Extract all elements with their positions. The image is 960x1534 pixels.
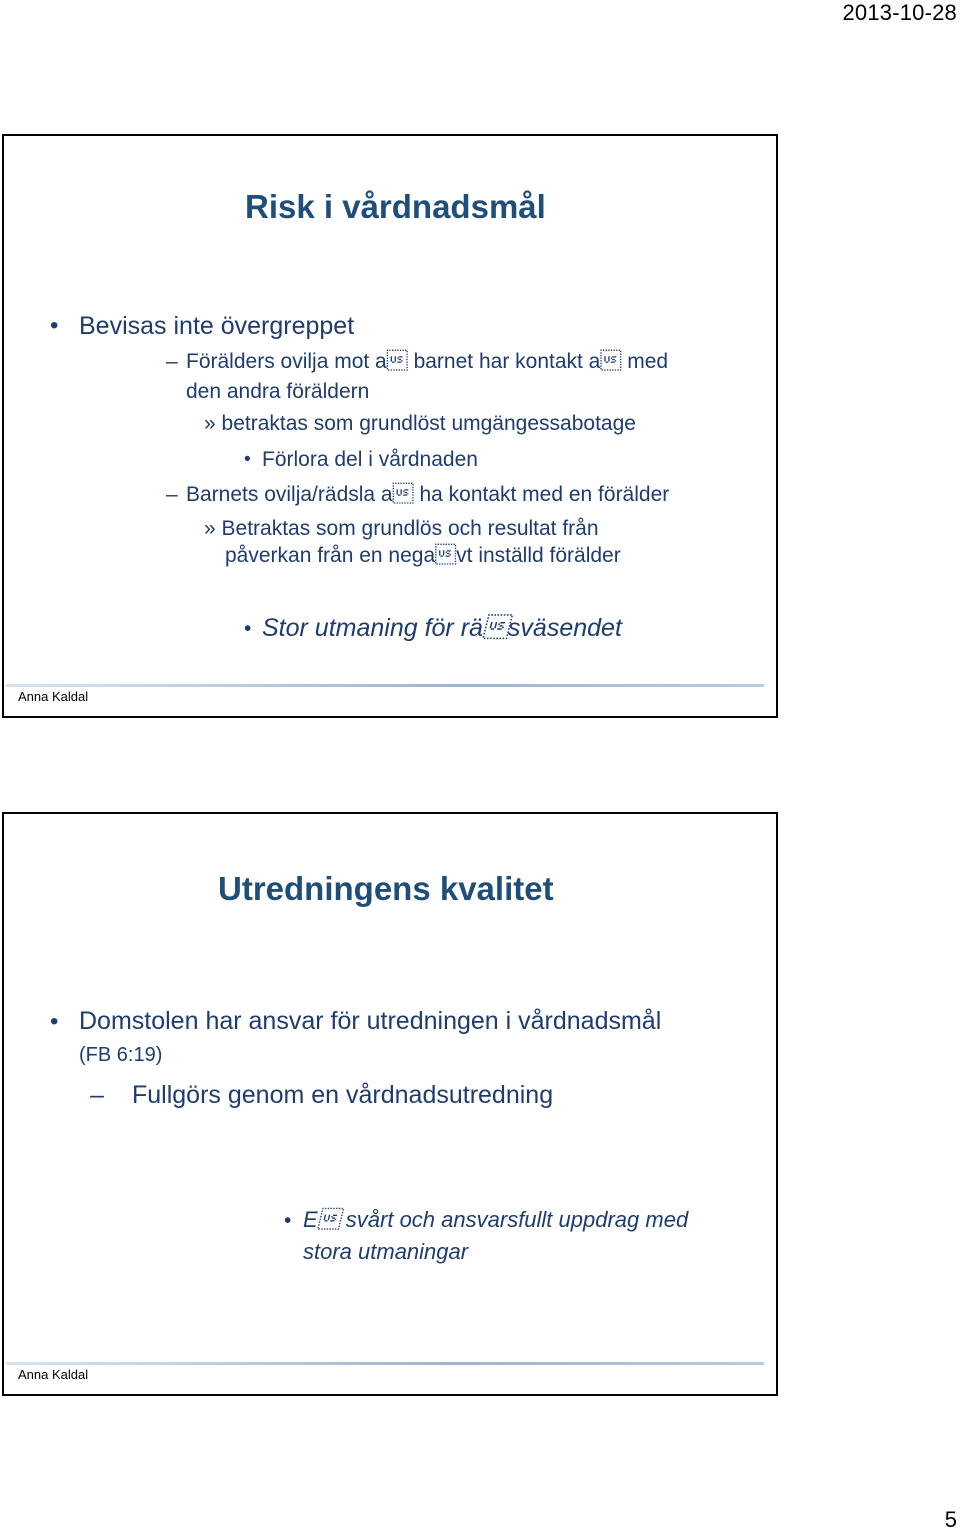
bullet-text: Domstolen har ansvar för utredningen i vårdnadsmål [79,1007,662,1035]
bullet-icon: • [50,1008,59,1035]
bullet-icon: • [284,1209,292,1232]
emphasis-text: E svårt och ansvarsfullt uppdrag med [303,1207,689,1232]
sub-sub-bullet-text: » betraktas som grundlöst umgängessabotage [204,412,636,435]
author-label: Anna Kaldal [18,1367,89,1382]
slide-title: Utredningens kvalitet [218,870,554,907]
slide-risk-i-vardnadsmal [2,134,778,718]
sub-bullet-text-continued: den andra föräldern [186,380,370,403]
sub-bullet-text: Barnets ovilja/rädsla a ha kontakt med en förälder [186,483,670,506]
level3-bullet-text: Förlora del i vårdnaden [262,448,478,471]
slide-title: Risk i vårdnadsmål [245,188,546,225]
bullet-icon: • [244,449,251,470]
sub-bullet-text: Fullgörs genom en vårdnadsutredning [132,1081,554,1109]
dash-icon: – [166,483,178,506]
footer-divider [6,684,764,687]
sub-sub-bullet-text-continued: påverkan från en nega vt inställd förälder [225,544,621,567]
emphasis-text: Stor utmaning för rä sväsendet [262,614,622,642]
sub-bullet-text: Förälders ovilja mot a barnet har kontakt a med [186,350,669,373]
bullet-icon: • [50,312,59,339]
author-label: Anna Kaldal [18,689,89,704]
sub-sub-bullet-text: » Betraktas som grundlös och resultat från [204,517,599,540]
bullet-text-continued: (FB 6:19) [79,1044,163,1066]
bullet-text: Bevisas inte övergreppet [79,312,355,340]
page-number: 5 [944,1507,957,1532]
emphasis-text-continued: stora utmaningar [303,1239,469,1264]
dash-icon: – [90,1081,104,1109]
slide-utredningens-kvalitet [2,812,778,1396]
dash-icon: – [166,350,178,373]
bullet-icon: • [244,617,252,640]
footer-divider [6,1362,764,1365]
page-date: 2013-10-28 [842,0,957,25]
